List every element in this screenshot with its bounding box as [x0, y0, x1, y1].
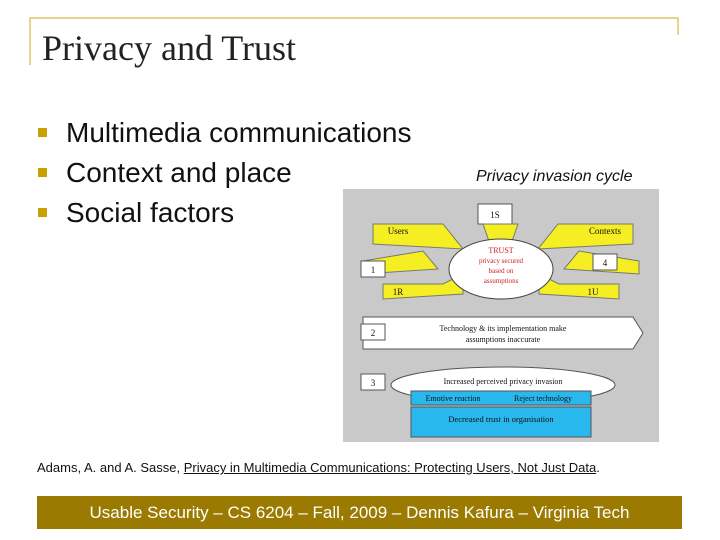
label-1r: 1R [392, 287, 404, 297]
citation-link[interactable]: Privacy in Multimedia Communications: Protecting Users, Not Just Data [183, 460, 597, 475]
citation-authors: Adams, A. and A. Sasse, [37, 460, 184, 475]
step2-line: assumptions inaccurate [465, 335, 541, 344]
label-contexts: Contexts [588, 226, 622, 236]
label-users: Users [387, 226, 409, 236]
title-rule-left [29, 17, 31, 65]
label-1u: 1U [587, 287, 599, 297]
step2-band [363, 317, 643, 349]
citation [37, 460, 600, 475]
bullet-square-icon [38, 208, 47, 217]
privacy-cycle-diagram [343, 189, 659, 442]
bullet-square-icon [38, 128, 47, 137]
label-reject: Reject technology [514, 394, 572, 403]
bullet-text: Social factors [66, 197, 235, 228]
slide-title: Privacy and Trust [42, 28, 297, 68]
center-line: based on [488, 267, 514, 275]
center-line: assumptions [483, 277, 519, 285]
footer-bar: Usable Security – CS 6204 – Fall, 2009 – Dennis Kafura – Virginia Tech [37, 496, 682, 529]
label-decreased: Decreased trust in organisation [448, 414, 554, 424]
label-num-3: 3 [370, 378, 376, 388]
figure-caption: Privacy invasion cycle [476, 168, 633, 185]
label-num-4: 4 [602, 258, 608, 268]
bullet-square-icon [38, 168, 47, 177]
label-num-1: 1 [370, 265, 376, 275]
bullet-text: Multimedia communications [66, 117, 412, 148]
center-line: privacy secured [478, 257, 524, 265]
bullet-text: Context and place [66, 157, 292, 188]
label-top: 1S [490, 210, 500, 220]
title-rule-top [29, 17, 679, 19]
bullet-item [38, 117, 411, 157]
center-line: TRUST [488, 246, 514, 255]
label-emotive: Emotive reaction [425, 394, 481, 403]
step2-line: Technology & its implementation make [439, 324, 567, 333]
step3-text: Increased perceived privacy invasion [443, 377, 563, 386]
label-num-2: 2 [370, 328, 376, 338]
diagram-svg [343, 189, 659, 442]
title-rule-right [677, 17, 679, 35]
citation-end: . [596, 460, 600, 475]
